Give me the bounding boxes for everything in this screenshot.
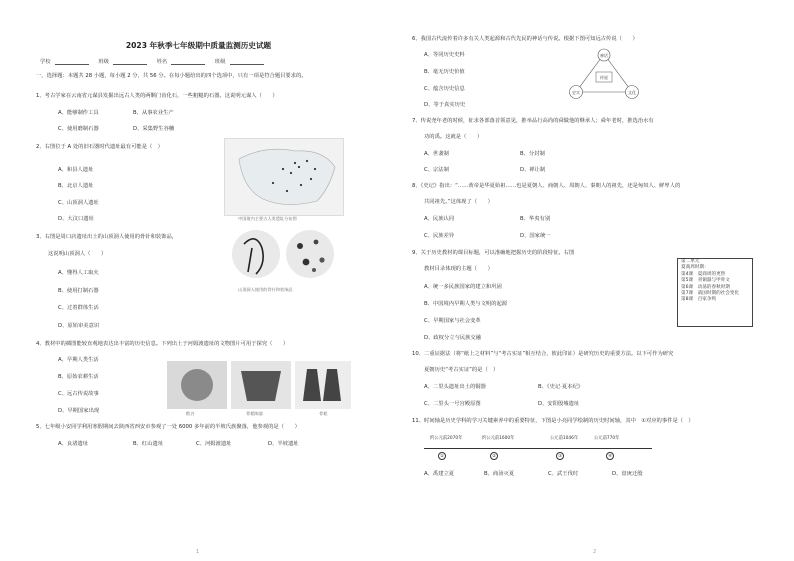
contents-line: 第8课 百家争鸣 (681, 297, 717, 303)
question-2: 2、右图位于 A 处的旧石器时代遗址最有可能是（ ） (36, 144, 163, 150)
timeline-label-4: 公元前770年 (594, 436, 620, 441)
timeline-label-2: 约公元前1600年 (482, 436, 515, 441)
q10-option-d[interactable]: D、安阳殷墟遗址 (538, 401, 580, 407)
q4-caption-3: 骨耜 (319, 411, 328, 416)
name-blank[interactable] (171, 58, 205, 65)
bone-needle-and-ornaments (226, 226, 338, 284)
q11-option-b[interactable]: B、商汤灭夏 (484, 471, 515, 477)
q11-option-c[interactable]: C、武王伐纣 (548, 471, 579, 477)
q6-option-c[interactable]: C、蕴含历史信息 (424, 86, 465, 92)
contents-line: 第6课 动荡的春秋时期 (681, 284, 730, 290)
q7-option-b[interactable]: B、分封制 (520, 151, 545, 157)
q6-triangle-diagram (566, 48, 642, 102)
artifact-photos (167, 361, 351, 409)
q9-option-a[interactable]: A、统一多民族国家的建立和巩固 (424, 284, 502, 290)
q5-option-a[interactable]: A、良渚遗址 (58, 441, 89, 447)
q2-option-d[interactable]: D、大汶口遗址 (58, 216, 94, 222)
q5-option-d[interactable]: D、半坡遗址 (268, 441, 299, 447)
info-label-class: 班级 (98, 59, 109, 65)
q5-option-c[interactable]: C、河姆渡遗址 (196, 441, 232, 447)
q7-option-d[interactable]: D、禅让制 (520, 167, 546, 173)
q4-option-a[interactable]: A、早期人类生活 (58, 357, 99, 363)
question-11: 11、时间轴是历史学科的学习关键素养中的重要特征，下图是小亮同学绘制的历史时间轴，其中 ①对应的事件是（ ） (412, 418, 694, 424)
q3-option-d[interactable]: D、原始审美意识 (58, 323, 100, 329)
q8-option-d[interactable]: D、国家统一 (520, 233, 551, 239)
page-number-right: 2 (593, 549, 597, 555)
q2-option-c[interactable]: C、山顶洞人遗址 (58, 200, 99, 206)
contents-line: 第5课 青铜器与甲骨文 (681, 278, 730, 284)
question-4: 4、教材中的插图能较直观地表达出丰富的历史信息。下列出土于河姆渡遗址的文物图片可用于探究（ ） (36, 341, 289, 347)
diagram-node-1: 神话 (600, 53, 608, 58)
question-8-line2: 共同祖先。”这体现了（ ） (424, 199, 493, 205)
q1-option-c[interactable]: C、使用磨制石器 (58, 126, 99, 132)
contents-line: 第4课 夏商周的更替 (681, 271, 726, 277)
class-blank[interactable] (113, 58, 147, 65)
page-title: 2023 年秋季七年级期中质量监测历史试题 (125, 41, 272, 50)
question-1: 1、考古学家在云南省元谋县发掘出远古人类的两颗门齿化石，一些粗糙的石器。这说明元谋人（ ） (36, 93, 278, 99)
diagram-center-label: 传说 (600, 75, 608, 80)
diagram-node-2: 史实 (572, 90, 580, 95)
contents-line: 第7课 战国时期的社会变化 (681, 291, 740, 297)
q10-option-a[interactable]: A、二里头遗址出土的铜器 (424, 384, 486, 390)
q4-caption-2: 骨耜陶器 (246, 411, 263, 416)
q3-option-a[interactable]: A、懂得人工取火 (58, 270, 99, 276)
q11-option-d[interactable]: D、盘庚迁殷 (612, 471, 643, 477)
q1-option-b[interactable]: B、从事农业生产 (133, 110, 174, 116)
question-10-line2: 夏朝历史“考古实证”的是（ ） (424, 367, 499, 373)
q9-option-c[interactable]: C、早期国家与社会变革 (424, 318, 481, 324)
question-10-line1: 10、二重证据法（将“纸上之材料”与“考古实证”相互结合，彼此印证）是研究历史的重要方法。以下可作为研究 (412, 351, 674, 357)
contents-line: 第二单元 (681, 259, 700, 264)
q4-option-b[interactable]: B、原始农耕生活 (58, 374, 99, 380)
q10-option-b[interactable]: B、《史记·夏本纪》 (538, 384, 584, 390)
question-7-line2: 功的禹。这就是（ ） (424, 134, 483, 140)
q1-option-a[interactable]: A、能够制作工具 (58, 110, 99, 116)
question-9-line2: 教材目录体现的主题（ ） (424, 266, 493, 272)
myth-history-triangle (566, 48, 642, 102)
contents-line: 夏商周时期： (681, 265, 709, 271)
question-3-line2: 这说明山顶洞人（ ） (48, 251, 107, 257)
q1-option-d[interactable]: D、采集野生谷穗 (133, 126, 175, 132)
question-7-line1: 7、传说尧年老的时候，征求各部落首领意见，推举品行高尚的舜做他的继承人；舜年老时，推选治水有 (412, 118, 654, 124)
q7-option-c[interactable]: C、宗法制 (424, 167, 449, 173)
q3-figure-caption: 山顶洞人使用的骨针和装饰品 (238, 287, 293, 292)
q2-figure-caption: 中国境内主要古人类遗址分布图 (238, 216, 297, 221)
q10-option-c[interactable]: C、二里头一号宫殿原图 (424, 401, 481, 407)
timeline-label-3: 公元前1046年 (550, 436, 579, 441)
question-3-line1: 3、右图是周口店遗址出土的山顶洞人使用的骨针和装饰品， (36, 234, 178, 240)
question-9-line1: 9、关于历史教材的课目标题，可以准确地把握历史的阶段特征。右图 (412, 250, 575, 256)
info-label-school: 学校 (40, 59, 51, 65)
q8-option-a[interactable]: A、民族认同 (424, 216, 455, 222)
q6-option-d[interactable]: D、等于真实历史 (424, 102, 466, 108)
q2-option-b[interactable]: B、北京人遗址 (58, 183, 94, 189)
student-info-row (40, 57, 270, 65)
page-number-left: 1 (196, 549, 200, 555)
q4-option-d[interactable]: D、早期国家出现 (58, 408, 100, 414)
section-heading: 一，选择题：本题共 28 小题，每小题 2 分，共 56 分。在每小题给出的四个选项中，只有一项是符合题目要求的。 (36, 73, 307, 79)
info-label-class2: 班级 (214, 59, 226, 65)
question-6: 6、我国古代流传着许多有关人类起源和古代先民的神话与传说。根据下图可知远古传说（ ） (412, 36, 638, 42)
timeline-mark-1: ① (438, 452, 446, 460)
q8-option-b[interactable]: B、华夷有别 (520, 216, 551, 222)
q9-option-b[interactable]: B、中国境内早期人类与文明的起源 (424, 301, 508, 307)
timeline-axis (424, 448, 652, 449)
q4-caption-1: 稻谷 (186, 411, 195, 416)
q4-option-c[interactable]: C、远古传说故事 (58, 391, 99, 397)
q3-option-c[interactable]: C、过着群体生活 (58, 305, 99, 311)
q6-option-a[interactable]: A、等同历史史料 (424, 52, 465, 58)
q2-option-a[interactable]: A、和县人遗址 (58, 167, 94, 173)
q4-artifacts-figure (167, 361, 351, 409)
class2-blank[interactable] (230, 58, 264, 65)
q11-option-a[interactable]: A、禹建立夏 (424, 471, 455, 477)
info-label-name: 姓名 (156, 59, 168, 65)
map-of-sites (225, 139, 343, 215)
timeline-label-1: 约公元前2070年 (430, 436, 463, 441)
q3-figure (226, 226, 338, 284)
school-blank[interactable] (55, 58, 89, 65)
q5-option-b[interactable]: B、红山遗址 (133, 441, 164, 447)
q7-option-a[interactable]: A、世袭制 (424, 151, 449, 157)
timeline-mark-3: ③ (556, 452, 564, 460)
q9-textbook-contents (677, 258, 753, 327)
question-5: 5、七年级小安同学利用寒假期间去陕西省西安市参观了一处 6000 多年前的半坡氏族聚落，他参观的是（ ） (36, 424, 300, 430)
timeline-mark-2: ② (490, 452, 498, 460)
q3-option-b[interactable]: B、使用打制石器 (58, 288, 99, 294)
diagram-node-3: 文化 (628, 90, 636, 95)
q2-map-figure (224, 138, 344, 216)
q6-option-b[interactable]: B、毫无历史价值 (424, 69, 465, 75)
question-8-line1: 8、《史记》指出：“……黄帝是华夏始祖……也是夏朝人、商朝人、周朝人、秦朝人的祖先，还是匈奴人、鲜卑人的 (412, 183, 681, 189)
q8-option-c[interactable]: C、民族差异 (424, 233, 455, 239)
q9-option-d[interactable]: D、政权分立与民族交融 (424, 335, 482, 341)
timeline-mark-4: ④ (606, 452, 614, 460)
